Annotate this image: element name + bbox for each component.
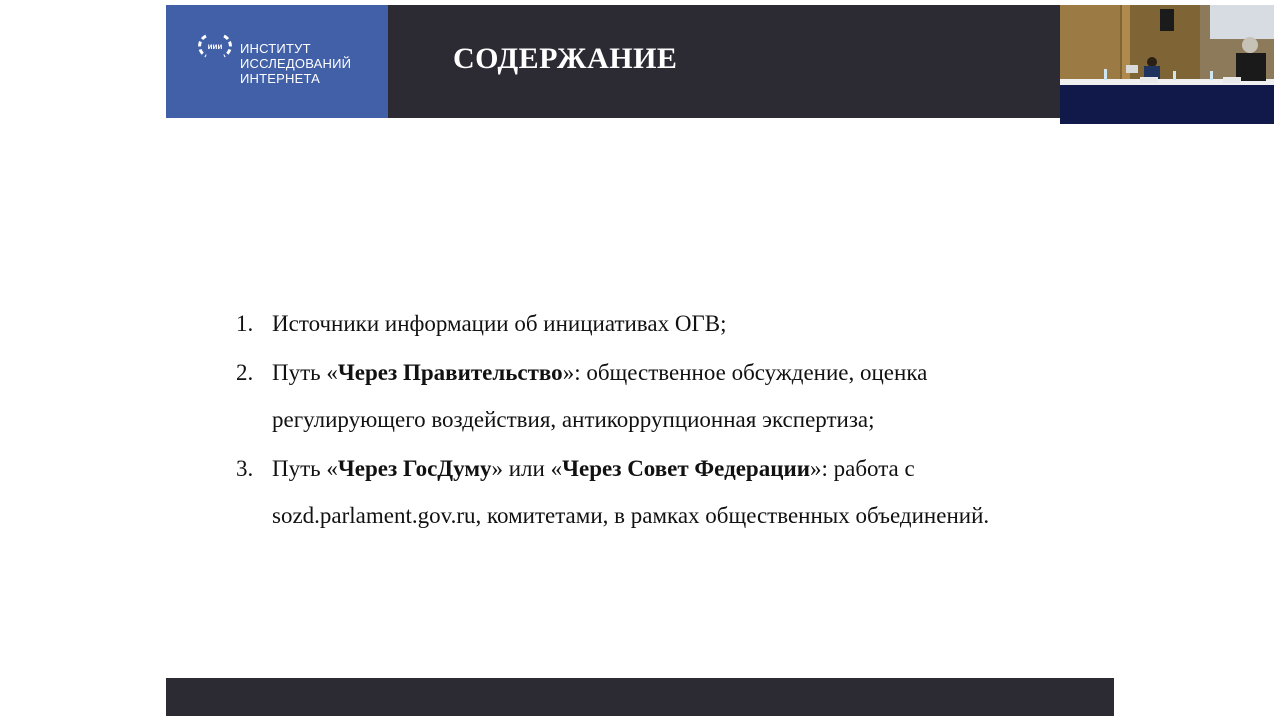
- list-item-bold: Через Правительство: [337, 360, 563, 385]
- institute-logo-icon: [198, 33, 232, 59]
- list-item-number: 1.: [236, 311, 254, 336]
- footer-band: [166, 678, 1114, 716]
- slide-title: СОДЕРЖАНИЕ: [453, 42, 678, 75]
- logo-line-3: ИНТЕРНЕТА: [240, 71, 321, 86]
- logo-line-2: ИССЛЕДОВАНИЙ: [240, 56, 352, 71]
- logo-text: [240, 41, 351, 86]
- logo-mark-text: иии: [207, 42, 223, 51]
- list-item-text-post: »: работа с sozd.parlament.gov.ru, комитетами, в рамках общественных объединений.: [272, 456, 990, 528]
- list-item-bold-1: Через ГосДуму: [337, 456, 492, 481]
- list-item-text-mid: » или «: [491, 456, 563, 481]
- logo-line-1: ИНСТИТУТ: [240, 41, 311, 56]
- list-item-number: 3.: [236, 456, 254, 481]
- list-item-number: 2.: [236, 360, 254, 385]
- list-item: [236, 300, 1056, 347]
- list-item-text-post: »: общественное обсуждение, оценка регулирующего воздействия, антикоррупционная экспертиза;: [272, 360, 928, 432]
- webcam-thumbnail[interactable]: [1060, 5, 1274, 124]
- list-item: [236, 445, 1056, 539]
- list-item-bold-2: Через Совет Федерации: [562, 456, 810, 481]
- list-item-text-pre: Путь «: [272, 360, 338, 385]
- contents-list: [236, 300, 1056, 539]
- list-item: [236, 349, 1056, 443]
- list-item-text: Источники информации об инициативах ОГВ;: [272, 311, 727, 336]
- list-item-text-pre: Путь «: [272, 456, 338, 481]
